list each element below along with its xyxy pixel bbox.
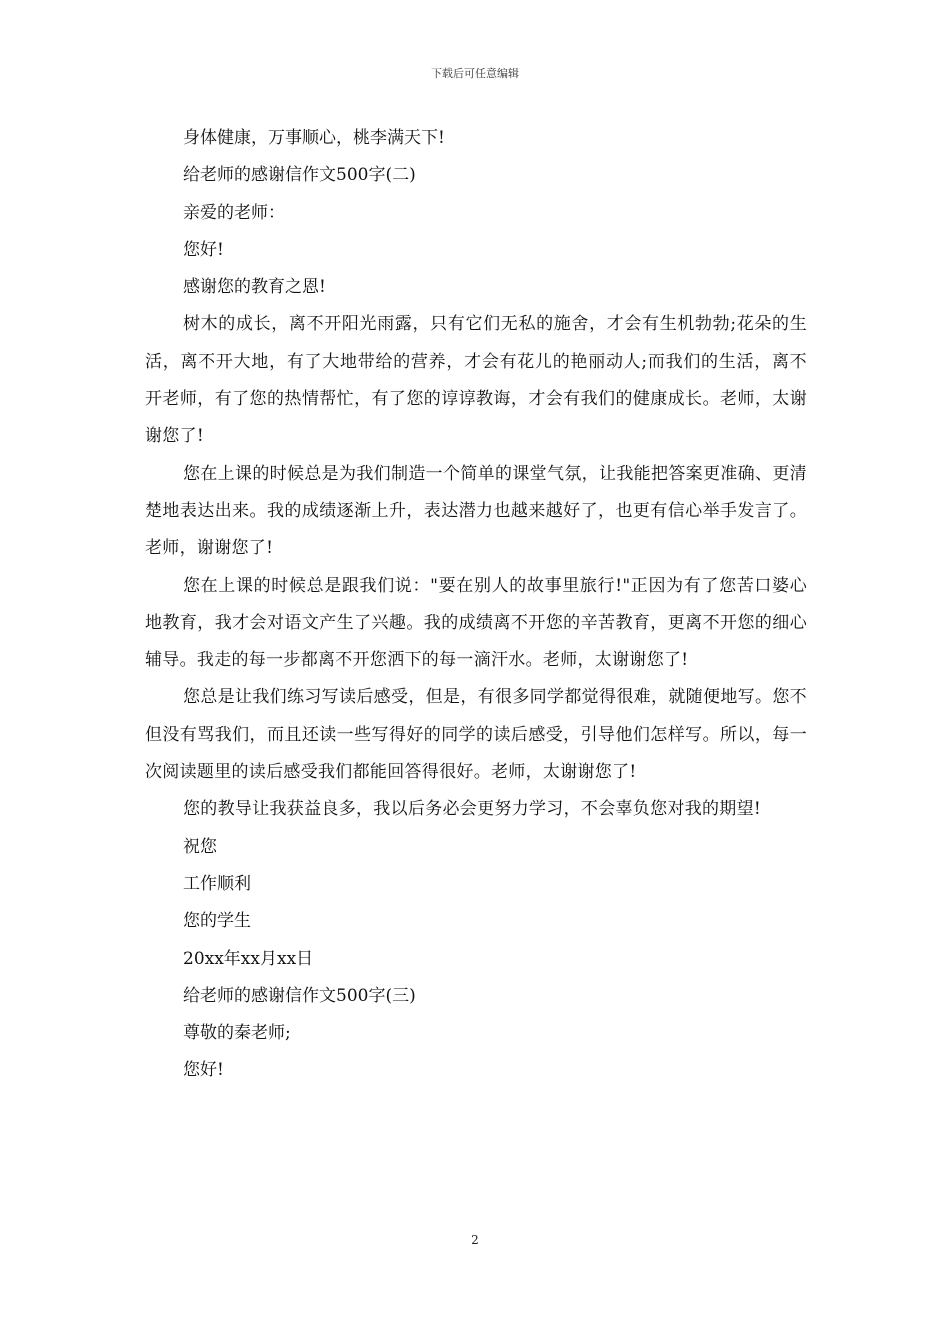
salutation-3: 尊敬的秦老师; — [183, 1023, 291, 1044]
date-line: 20xx年xx月xx日 — [183, 948, 314, 969]
closing-wish-line: 身体健康，万事顺心，桃李满天下! — [183, 128, 445, 148]
document-body — [145, 120, 807, 1090]
signature: 您的学生 — [183, 911, 251, 932]
body-paragraph-1: 树木的成长，离不开阳光雨露，只有它们无私的施舍，才会有生机勃勃;花朵的生活，离不开大地，有了大地带给的营养，才会有花儿的艳丽动人;而我们的生活，离不开老师，有了您的热情帮忙，有了您的谆谆教诲，才会有我们的健康成长。老师，太谢谢您了! — [145, 314, 807, 447]
greeting: 您好! — [183, 239, 224, 260]
greeting-3: 您好! — [183, 1060, 224, 1081]
page-number: 2 — [471, 1233, 479, 1247]
body-paragraph-2: 您在上课的时候总是为我们制造一个简单的课堂气氛，让我能把答案更准确、更清楚地表达出来。我的成绩逐渐上升，表达潜力也越来越好了，也更有信心举手发言了。老师，谢谢您了! — [145, 463, 807, 559]
section-title-2: 给老师的感谢信作文500字(二) — [183, 165, 416, 186]
closing-wish: 祝您 — [183, 836, 217, 857]
body-paragraph-3: 您在上课的时候总是跟我们说："要在别人的故事里旅行!"正因为有了您苦口婆心地教育，我才会对语文产生了兴趣。我的成绩离不开您的辛苦教育，更离不开您的细心辅导。我走的每一步都离不开您洒下的每一滴汗水。老师，太谢谢您了! — [145, 575, 807, 671]
section-title-3: 给老师的感谢信作文500字(三) — [183, 985, 416, 1006]
salutation: 亲爱的老师： — [183, 202, 285, 223]
body-paragraph-5: 您的教导让我获益良多，我以后务必会更努力学习，不会辜负您对我的期望! — [183, 799, 762, 820]
thanks-line: 感谢您的教育之恩! — [183, 277, 326, 298]
body-paragraph-4: 您总是让我们练习写读后感受，但是，有很多同学都觉得很难，就随便地写。您不但没有骂我们，而且还读一些写得好的同学的读后感受，引导他们怎样写。所以，每一次阅读题里的读后感受我们都能回答得很好。老师，太谢谢您了! — [145, 687, 807, 783]
closing-wish-detail: 工作顺利 — [183, 873, 251, 894]
page-header: 下载后可任意编辑 — [431, 67, 519, 80]
